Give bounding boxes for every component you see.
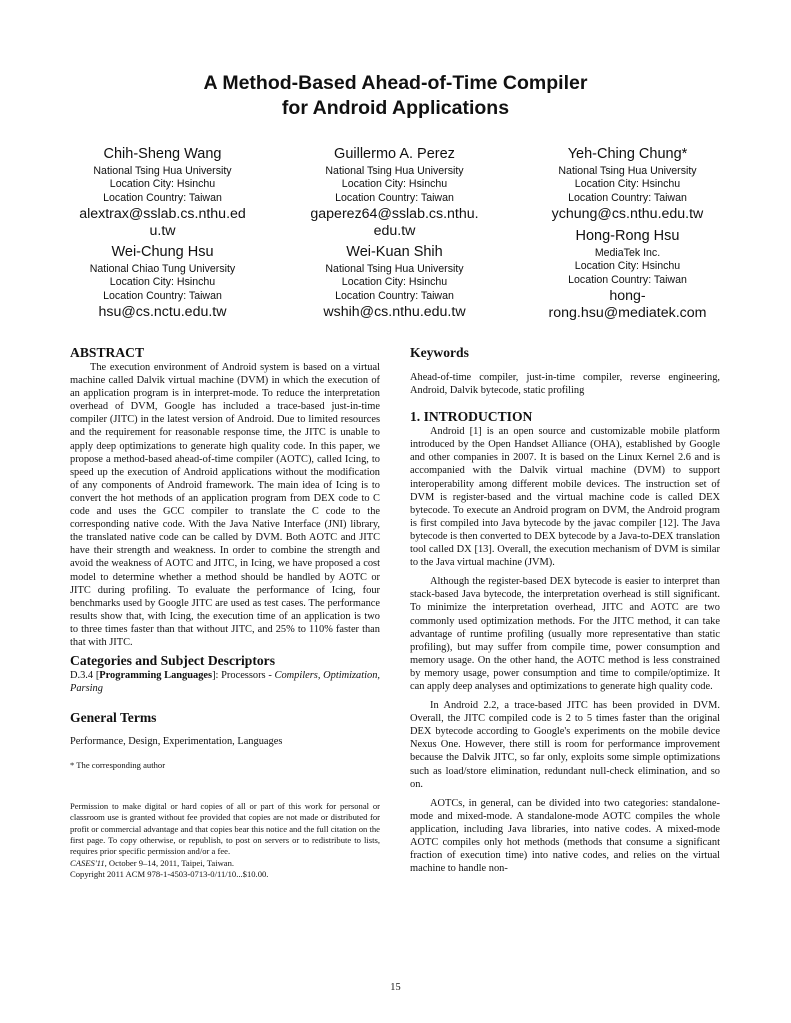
corresponding-author-footnote: * The corresponding author: [70, 760, 166, 771]
author-name: Hong-Rong Hsu: [575, 228, 680, 244]
author-affiliation: National Tsing Hua University: [325, 165, 464, 177]
paper-title: [0, 71, 791, 121]
permission-text: Permission to make digital or hard copies of all or part of this work for personal or classroom use is granted without fee provided that copies are not made or distributed for profit or commercial advantage and that copies bear this notice and the full citation on the first page. To copy otherwise, or republish, to post on servers or to redistribute to lists, requires prior specific permission and/or a fee.: [70, 800, 380, 857]
author-city: Location City: Hsinchu: [109, 178, 216, 191]
author-email-line-1: hsu@cs.nctu.edu.tw: [98, 303, 227, 320]
author-email-line-1: hong-: [609, 287, 646, 304]
permission-block: [70, 801, 380, 881]
author-email: [530, 288, 725, 322]
author-name: Guillermo A. Perez: [334, 146, 455, 162]
author-country: Location Country: Taiwan: [568, 273, 687, 286]
author-email-line-2: u.tw: [149, 222, 176, 239]
author-email-line-1: wshih@cs.nthu.edu.tw: [323, 303, 466, 320]
author-email: [65, 206, 260, 240]
author-city: Location City: Hsinchu: [341, 178, 448, 191]
left-column: [70, 345, 380, 881]
page-number: 15: [390, 982, 401, 993]
author-email-line-2: edu.tw: [373, 222, 416, 239]
author-email: [297, 304, 492, 321]
author-email: [65, 304, 260, 321]
author-city: Location City: Hsinchu: [574, 260, 681, 273]
categories-bold: Programming Languages: [99, 670, 213, 682]
author-city: Location City: Hsinchu: [574, 178, 681, 191]
author-email: [530, 206, 725, 223]
author-name: Chih-Sheng Wang: [103, 146, 222, 162]
author-city: Location City: Hsinchu: [109, 276, 216, 289]
author-block-2: [297, 145, 492, 240]
copyright-line: Copyright 2011 ACM 978-1-4503-0713-0/11/10...$10.00.: [70, 869, 269, 880]
author-block-6: [530, 227, 725, 322]
right-column: [410, 345, 720, 875]
author-name: Yeh-Ching Chung*: [567, 146, 688, 162]
introduction-heading: 1. INTRODUCTION: [410, 409, 533, 425]
author-affiliation: National Tsing Hua University: [325, 263, 464, 275]
author-affiliation: National Chiao Tung University: [89, 263, 236, 275]
author-name: Wei-Chung Hsu: [111, 244, 214, 260]
author-block-3: [530, 145, 725, 223]
author-name: Wei-Kuan Shih: [346, 244, 443, 260]
categories-mid: ]: Processors -: [212, 670, 275, 682]
author-email-line-2: rong.hsu@mediatek.com: [548, 304, 707, 321]
author-email-line-1: alextrax@sslab.cs.nthu.ed: [79, 205, 246, 222]
author-email: [297, 206, 492, 240]
title-line-2: for Android Applications: [281, 97, 510, 119]
author-block-1: [65, 145, 260, 240]
intro-paragraph-2: Although the register-based DEX bytecode is easier to interpret than stack-based Java bytecode, the interpretation overhead is still significant. To minimize the interpretation overhead, JITC and AOTC are two commonly used optimization methods. For the JITC method, it can take advantage of runtime profiling (usually more representative than static profiling), but may suffer from compile time, power consumption and memory usage. On the other hand, the AOTC method is less constrained by memory usage, power consumption and time to compile/optimize. It can apply deep analyses and optimizations to generate high quality code.: [410, 576, 720, 692]
intro-paragraph-3: In Android 2.2, a trace-based JITC has been provided in DVM. Overall, the JITC compiled code is 2 to 5 times faster than the original DEX bytecode according to Google's experiments on the mobile device Nexus One. However, there still is room for performance improvement because the Dalvik JITC, so far only, exploits some simple optimizations such as load/store elimination, redundant null-check elimination, and so on.: [410, 700, 720, 790]
intro-paragraph-4: AOTCs, in general, can be divided into two categories: standalone-mode and mixed-mode. A standalone-mode AOTC compiles the whole application, including Java libraries, into native codes. A mixed-mode AOTC compiles only hot methods (methods that consume a significant fraction of execution time) into native codes, and relies on the virtual machine to handle non-: [410, 797, 720, 875]
author-affiliation: National Tsing Hua University: [558, 165, 697, 177]
author-block-4: [65, 243, 260, 321]
author-city: Location City: Hsinchu: [341, 276, 448, 289]
categories-text: [70, 669, 380, 695]
categories-code: D.3.4 [: [70, 670, 100, 682]
conference-details: October 9–14, 2011, Taipei, Taiwan.: [106, 857, 235, 868]
author-affiliation: National Tsing Hua University: [93, 165, 232, 177]
author-block-5: [297, 243, 492, 321]
abstract-heading: ABSTRACT: [70, 345, 145, 360]
author-country: Location Country: Taiwan: [103, 191, 222, 204]
keywords-text: Ahead-of-time compiler, just-in-time compiler, reverse engineering, Android, Dalvik bytecode, static profiling: [410, 372, 720, 397]
general-terms-heading: General Terms: [70, 710, 157, 726]
categories-heading: Categories and Subject Descriptors: [70, 653, 276, 669]
author-email-line-1: ychung@cs.nthu.edu.tw: [551, 205, 704, 222]
title-line-1: A Method-Based Ahead-of-Time Compiler: [203, 72, 588, 94]
author-country: Location Country: Taiwan: [335, 191, 454, 204]
keywords-heading: Keywords: [410, 345, 469, 360]
intro-paragraph-1: Android [1] is an open source and customizable mobile platform introduced by the Open Handset Alliance (OHA), established by Google and other companies in 2007. It is based on the Linux Kernel 2.6 and is accompanied with the Dalvik virtual machine (DVM) to support interoperability among different mobile devices. The instruction set of DVM is register-based and the virtual machine code is called DEX bytecode. To execute an Android program on DVM, the Android program is first compiled into Java bytecode by the javac compiler [12]. The Java bytecode is then converted to DEX bytecode by a Java-to-DEX translation tool called DX [13]. Overall, the execution mechanism of DVM is similar to the Java virtual machine (JVM).: [410, 426, 720, 569]
general-terms-text: Performance, Design, Experimentation, Languages: [70, 736, 283, 748]
author-country: Location Country: Taiwan: [103, 289, 222, 302]
conference-name: CASES'11,: [70, 857, 107, 868]
abstract-text: The execution environment of Android system is based on a virtual machine called Dalvik virtual machine (DVM) in which the execution of an application program is in interpret-mode. To reduce the interpretation overhead of DVM, Google has included a trace-based just-in-time compiler (JITC) in the latest version of Android. Due to limited resources and the requirement for reasonable response time, the JITC is unable to apply deep optimizations to generate high quality code. In this paper, we propose a method-based ahead-of-time compiler (AOTC), called Icing, to speed up the execution of Android applications without the modification of any components of Android framework. The main idea of Icing is to convert the hot methods of an application program from DEX code to C code and uses the GCC compiler to translate the C code to the corresponding native code. With the Java Native Interface (JNI) library, the translated native code can be called by DVM. Both AOTC and JITC have their strength and weakness. In order to combine the strength and avoid the weakness of AOTC and JITC, in Icing, we have proposed a cost model to determine whether a method should be handled by AOTC or JITC during profiling. To evaluate the performance of Icing, four benchmarks used by Google JITC are used as test cases. The performance results show that, with Icing, the execution time of an application is two to three times faster than that without JITC, and 25% to 110% faster than that with JITC.: [70, 362, 380, 648]
author-country: Location Country: Taiwan: [568, 191, 687, 204]
categories-italic: Compilers, Optimization, Parsing: [70, 670, 381, 695]
author-email-line-1: gaperez64@sslab.cs.nthu.: [310, 205, 479, 222]
author-affiliation: MediaTek Inc.: [594, 247, 661, 259]
author-country: Location Country: Taiwan: [335, 289, 454, 302]
conference-line: [70, 858, 380, 869]
